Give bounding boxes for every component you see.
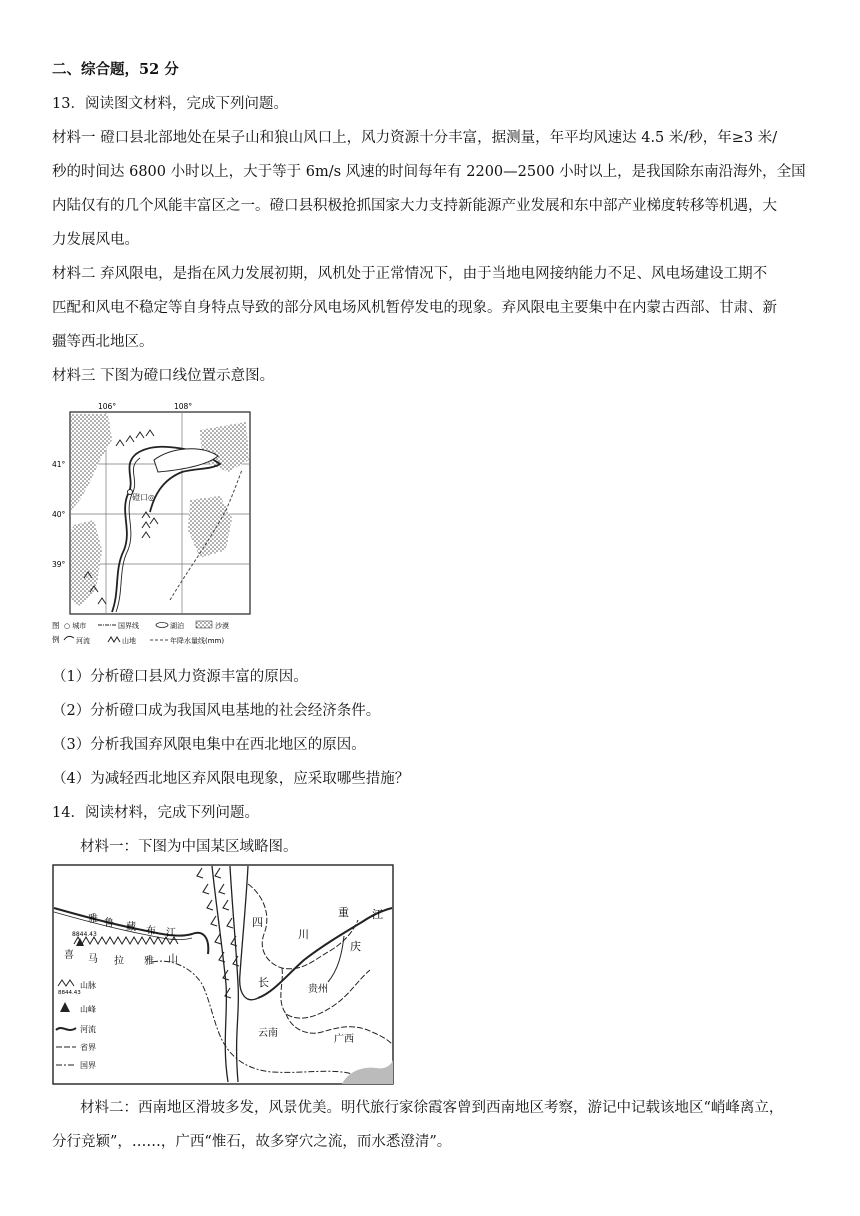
label-himalaya-5: 山 — [168, 954, 178, 965]
southwest-map-svg — [52, 864, 394, 1086]
legend-header-1: 图 — [52, 621, 60, 630]
legend-isohyet: 年降水量线(mm) — [170, 637, 225, 645]
label-himalaya-1: 喜 — [64, 950, 74, 961]
q13-sub1: （1）分析磴口县风力资源丰富的原因。 — [52, 669, 308, 685]
label-chong: 重 — [338, 906, 349, 919]
q13-sub3: （3）分析我国弃风限电集中在西北地区的原因。 — [52, 737, 366, 753]
label-yarlung-5: 江 — [166, 928, 176, 939]
q13-material1-line1: 材料一 磴口县北部地处在杲子山和狼山风口上，风力资源十分丰富，据测量，年平均风速达 4.5 米/秒，年≥3 米/ — [52, 130, 778, 146]
label-himalaya-2: 马 — [88, 954, 98, 965]
lat-40-label: 40° — [52, 510, 66, 519]
label-jiang: 江 — [372, 908, 383, 921]
q13-material2-line1: 材料二 弃风限电，是指在风力发展初期，风机处于正常情况下，由于当地电网接纳能力不足、风电场建设工期不 — [52, 266, 768, 282]
label-chuan: 川 — [298, 928, 309, 941]
label-qing: 庆 — [350, 940, 361, 953]
section-heading: 二、综合题，52 分 — [52, 61, 179, 78]
legend-river: 河流 — [76, 637, 90, 645]
q13-intro: 13．阅读图文材料，完成下列问题。 — [52, 96, 288, 112]
legend-header-2: 例 — [52, 635, 60, 644]
legend-lake: 湖泊 — [170, 622, 184, 630]
legend-mountain: 山地 — [122, 637, 136, 645]
q14-material1: 材料一：下图为中国某区域略图。 — [80, 839, 298, 855]
label-yarlung-4: 布 — [146, 926, 156, 937]
legend-peak: 山峰 — [80, 1005, 96, 1014]
legend-country: 国界 — [80, 1061, 96, 1070]
label-guizhou: 贵州 — [308, 984, 328, 995]
dengkou-label: 磴口◎ — [132, 493, 155, 502]
q14-material2-line1: 材料二：西南地区滑坡多发，风景优美。明代旅行家徐霞客曾到西南地区考察，游记中记载该地区“峭峰离立， — [80, 1100, 784, 1116]
lon-106-label: 106° — [98, 402, 117, 411]
legend-border: 国界线 — [118, 622, 139, 630]
q13-material3: 材料三 下图为磴口线位置示意图。 — [52, 368, 275, 384]
label-yarlung-1: 雅 — [88, 914, 98, 925]
lat-41-label: 41° — [52, 460, 66, 469]
legend-province: 省界 — [80, 1043, 96, 1052]
legend-river: 河流 — [80, 1025, 96, 1034]
q13-material1-line4: 力发展风电。 — [52, 232, 139, 248]
q14-intro: 14．阅读材料，完成下列问题。 — [52, 805, 259, 821]
label-himalaya-4: 雅 — [144, 956, 154, 967]
label-chang: 长 — [258, 976, 269, 989]
label-himalaya-3: 拉 — [114, 956, 124, 967]
label-peak-height: 8844.43 — [72, 931, 97, 938]
legend-city: ○ 城市 — [64, 622, 87, 630]
dengkou-map-svg — [50, 400, 275, 652]
legend-lake-symbol — [156, 623, 168, 628]
q13-material1-line2: 秒的时间达 6800 小时以上，大于等于 6m/s 风速的时间每年有 2200—2500 小时以上，是我国除东南沿海外，全国 — [52, 164, 806, 180]
q13-sub2: （2）分析磴口成为我国风电基地的社会经济条件。 — [52, 703, 381, 719]
q14-material2-line2: 分行竞颖”，……，广西“惟石，故多穿穴之流，而水悉澄清”。 — [52, 1134, 452, 1150]
q13-material2-line2: 匹配和风电不稳定等自身特点导致的部分风电场风机暂停发电的现象。弃风限电主要集中在内蒙古西部、甘肃、新 — [52, 300, 777, 316]
label-si: 四 — [252, 916, 263, 929]
label-yunnan: 云南 — [258, 1028, 278, 1039]
legend-peak-value: 8844.43 — [58, 990, 81, 996]
lat-39-label: 39° — [52, 560, 66, 569]
q13-material2-line3: 疆等西北地区。 — [52, 334, 154, 350]
legend-mountains: 山脉 — [80, 981, 96, 990]
q13-material1-line3: 内陆仅有的几个风能丰富区之一。磴口县积极抢抓国家大力支持新能源产业发展和东中部产业梯度转移等机遇，大 — [52, 198, 777, 214]
label-yarlung-3: 藏 — [126, 922, 136, 933]
legend-river-symbol — [64, 636, 74, 640]
label-guangxi: 广西 — [334, 1034, 354, 1045]
dengkou-location-map — [50, 400, 275, 652]
lon-108-label: 108° — [174, 402, 193, 411]
southwest-china-map — [52, 864, 394, 1086]
legend-mountain-symbol — [108, 637, 120, 642]
legend-desert-symbol — [196, 621, 212, 628]
q13-sub4: （4）为减轻西北地区弃风限电现象，应采取哪些措施？ — [52, 771, 410, 787]
legend-desert: 沙漠 — [215, 622, 229, 630]
label-yarlung-2: 鲁 — [104, 918, 114, 929]
